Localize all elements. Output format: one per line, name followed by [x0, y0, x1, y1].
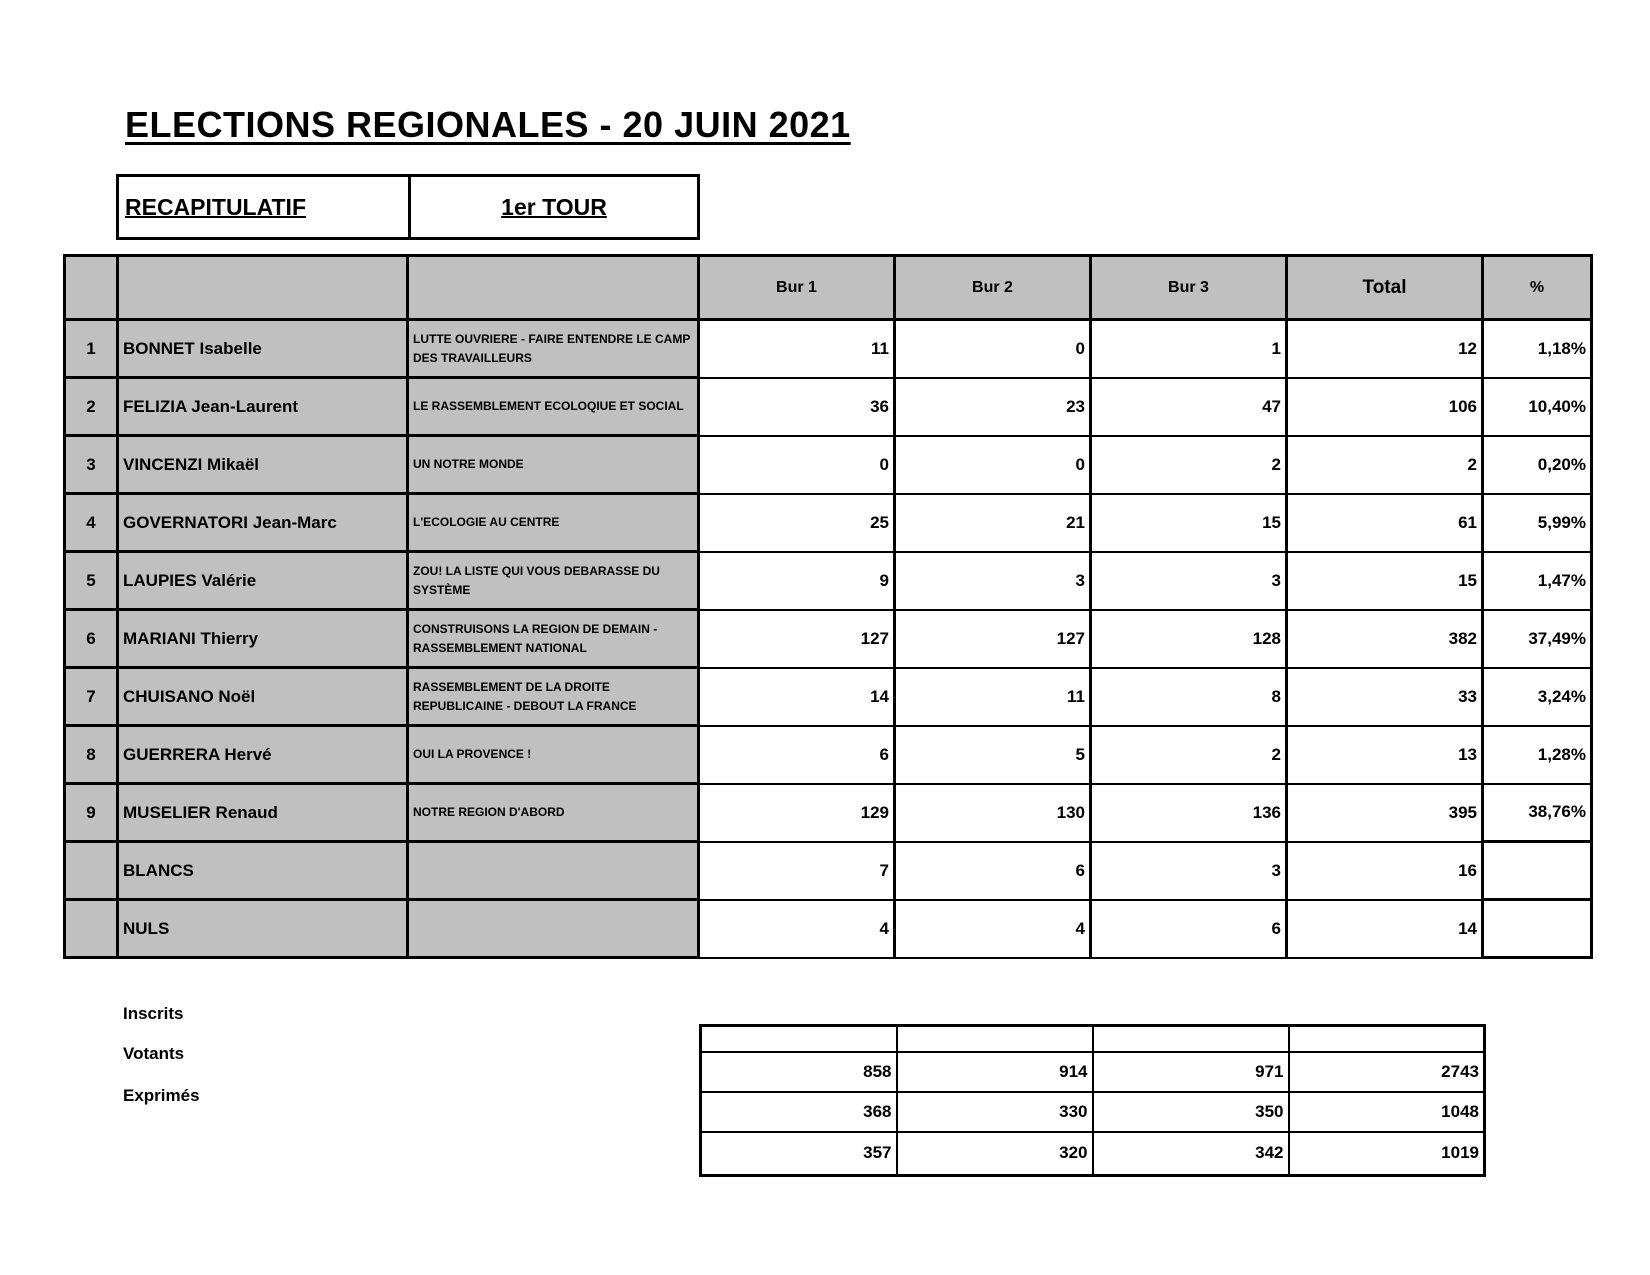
candidate-list-name: UN NOTRE MONDE	[408, 436, 699, 494]
candidate-bur3: 2	[1091, 436, 1287, 494]
header-row	[65, 256, 1592, 320]
candidate-row	[65, 494, 1592, 552]
candidate-row	[65, 784, 1592, 842]
candidate-list-name: ZOU! LA LISTE QUI VOUS DEBARASSE DU SYSTÈME	[408, 552, 699, 610]
summary-bur3: 342	[1093, 1132, 1289, 1176]
candidate-total: 15	[1287, 552, 1483, 610]
candidate-bur1: 129	[699, 784, 895, 842]
spacer-cell	[897, 1026, 1093, 1052]
candidate-bur1: 9	[699, 552, 895, 610]
candidate-total: 61	[1287, 494, 1483, 552]
candidate-list-name: LE RASSEMBLEMENT ECOLOQIUE ET SOCIAL	[408, 378, 699, 436]
summary-bur3: 350	[1093, 1092, 1289, 1132]
candidate-bur3: 47	[1091, 378, 1287, 436]
candidate-row	[65, 552, 1592, 610]
header-total: Total	[1287, 256, 1483, 320]
candidate-pct: 0,20%	[1483, 436, 1592, 494]
nuls-index-cell	[65, 900, 118, 958]
blancs-party-cell	[408, 842, 699, 900]
candidate-bur3: 1	[1091, 320, 1287, 378]
candidate-bur2: 5	[895, 726, 1091, 784]
candidate-bur2: 21	[895, 494, 1091, 552]
candidate-bur1: 11	[699, 320, 895, 378]
candidate-name: BONNET Isabelle	[118, 320, 408, 378]
candidate-pct: 1,18%	[1483, 320, 1592, 378]
summary-row	[701, 1052, 1485, 1092]
page-title: ELECTIONS REGIONALES - 20 JUIN 2021	[125, 104, 851, 145]
candidate-total: 2	[1287, 436, 1483, 494]
nuls-bur2: 4	[895, 900, 1091, 958]
candidate-bur3: 136	[1091, 784, 1287, 842]
candidate-list-name: CONSTRUISONS LA REGION DE DEMAIN - RASSEMBLEMENT NATIONAL	[408, 610, 699, 668]
candidate-number: 7	[65, 668, 118, 726]
votants-label: Votants	[123, 1044, 185, 1063]
candidate-row	[65, 726, 1592, 784]
header-bur3: Bur 3	[1091, 256, 1287, 320]
header-name-cell	[118, 256, 408, 320]
tour-label: 1er TOUR	[501, 193, 607, 220]
nuls-bur3: 6	[1091, 900, 1287, 958]
results-table	[63, 254, 1593, 959]
candidate-pct: 3,24%	[1483, 668, 1592, 726]
candidate-bur1: 36	[699, 378, 895, 436]
recap-label: RECAPITULATIF	[119, 177, 411, 237]
candidate-pct: 37,49%	[1483, 610, 1592, 668]
spacer-cell	[1093, 1026, 1289, 1052]
candidate-row	[65, 436, 1592, 494]
candidate-pct: 10,40%	[1483, 378, 1592, 436]
inscrits-label: Inscrits	[123, 1004, 184, 1023]
spacer-cell	[701, 1026, 897, 1052]
header-bur2: Bur 2	[895, 256, 1091, 320]
summary-row	[701, 1092, 1485, 1132]
candidate-total: 13	[1287, 726, 1483, 784]
candidate-bur3: 3	[1091, 552, 1287, 610]
summary-bur2: 330	[897, 1092, 1093, 1132]
spacer-cell	[1289, 1026, 1485, 1052]
candidate-name: LAUPIES Valérie	[118, 552, 408, 610]
candidate-number: 2	[65, 378, 118, 436]
blancs-pct-cell	[1483, 842, 1592, 900]
summary-bur2: 320	[897, 1132, 1093, 1176]
candidate-bur2: 11	[895, 668, 1091, 726]
nuls-pct-cell	[1483, 900, 1592, 958]
candidate-total: 395	[1287, 784, 1483, 842]
recap-box	[116, 174, 700, 240]
candidate-bur3: 128	[1091, 610, 1287, 668]
candidate-total: 382	[1287, 610, 1483, 668]
candidate-list-name: OUI LA PROVENCE !	[408, 726, 699, 784]
candidate-bur1: 14	[699, 668, 895, 726]
candidate-total: 33	[1287, 668, 1483, 726]
nuls-row	[65, 900, 1592, 958]
summary-total: 1019	[1289, 1132, 1485, 1176]
blancs-row	[65, 842, 1592, 900]
nuls-total: 14	[1287, 900, 1483, 958]
candidate-row	[65, 320, 1592, 378]
candidate-row	[65, 378, 1592, 436]
exprimes-label: Exprimés	[123, 1086, 200, 1105]
candidate-number: 9	[65, 784, 118, 842]
candidate-bur2: 127	[895, 610, 1091, 668]
candidate-number: 3	[65, 436, 118, 494]
candidate-bur2: 0	[895, 320, 1091, 378]
candidate-number: 4	[65, 494, 118, 552]
candidate-bur3: 2	[1091, 726, 1287, 784]
nuls-bur1: 4	[699, 900, 895, 958]
candidate-list-name: L'ECOLOGIE AU CENTRE	[408, 494, 699, 552]
candidate-pct: 1,47%	[1483, 552, 1592, 610]
nuls-label: NULS	[118, 900, 408, 958]
summary-bur1: 368	[701, 1092, 897, 1132]
candidate-name: FELIZIA Jean-Laurent	[118, 378, 408, 436]
candidate-number: 8	[65, 726, 118, 784]
candidate-list-name: RASSEMBLEMENT DE LA DROITE REPUBLICAINE - DEBOUT LA FRANCE	[408, 668, 699, 726]
candidate-number: 6	[65, 610, 118, 668]
summary-bur3: 971	[1093, 1052, 1289, 1092]
summary-spacer-row	[701, 1026, 1485, 1052]
candidate-bur2: 130	[895, 784, 1091, 842]
header-pct: %	[1483, 256, 1592, 320]
candidate-row	[65, 668, 1592, 726]
candidate-total: 12	[1287, 320, 1483, 378]
candidate-pct: 5,99%	[1483, 494, 1592, 552]
candidate-name: MARIANI Thierry	[118, 610, 408, 668]
candidate-bur2: 0	[895, 436, 1091, 494]
candidate-total: 106	[1287, 378, 1483, 436]
candidate-bur2: 23	[895, 378, 1091, 436]
blancs-bur2: 6	[895, 842, 1091, 900]
blancs-index-cell	[65, 842, 118, 900]
candidate-number: 1	[65, 320, 118, 378]
candidate-bur1: 127	[699, 610, 895, 668]
candidate-row	[65, 610, 1592, 668]
summary-total: 1048	[1289, 1092, 1485, 1132]
summary-total: 2743	[1289, 1052, 1485, 1092]
candidate-list-name: NOTRE REGION D'ABORD	[408, 784, 699, 842]
header-party-cell	[408, 256, 699, 320]
summary-table	[699, 1024, 1486, 1177]
candidate-bur1: 6	[699, 726, 895, 784]
candidate-name: GOVERNATORI Jean-Marc	[118, 494, 408, 552]
candidate-bur3: 15	[1091, 494, 1287, 552]
candidate-name: VINCENZI Mikaël	[118, 436, 408, 494]
header-index-cell	[65, 256, 118, 320]
candidate-bur2: 3	[895, 552, 1091, 610]
header-bur1: Bur 1	[699, 256, 895, 320]
blancs-label: BLANCS	[118, 842, 408, 900]
blancs-total: 16	[1287, 842, 1483, 900]
summary-bur1: 357	[701, 1132, 897, 1176]
blancs-bur1: 7	[699, 842, 895, 900]
candidate-bur1: 0	[699, 436, 895, 494]
candidate-name: CHUISANO Noël	[118, 668, 408, 726]
summary-row	[701, 1132, 1485, 1176]
candidate-number: 5	[65, 552, 118, 610]
candidate-pct: 38,76%	[1483, 784, 1592, 842]
summary-bur1: 858	[701, 1052, 897, 1092]
blancs-bur3: 3	[1091, 842, 1287, 900]
nuls-party-cell	[408, 900, 699, 958]
candidate-pct: 1,28%	[1483, 726, 1592, 784]
candidate-name: GUERRERA Hervé	[118, 726, 408, 784]
candidate-bur1: 25	[699, 494, 895, 552]
candidate-bur3: 8	[1091, 668, 1287, 726]
candidate-name: MUSELIER Renaud	[118, 784, 408, 842]
candidate-list-name: LUTTE OUVRIERE - FAIRE ENTENDRE LE CAMP DES TRAVAILLEURS	[408, 320, 699, 378]
summary-bur2: 914	[897, 1052, 1093, 1092]
